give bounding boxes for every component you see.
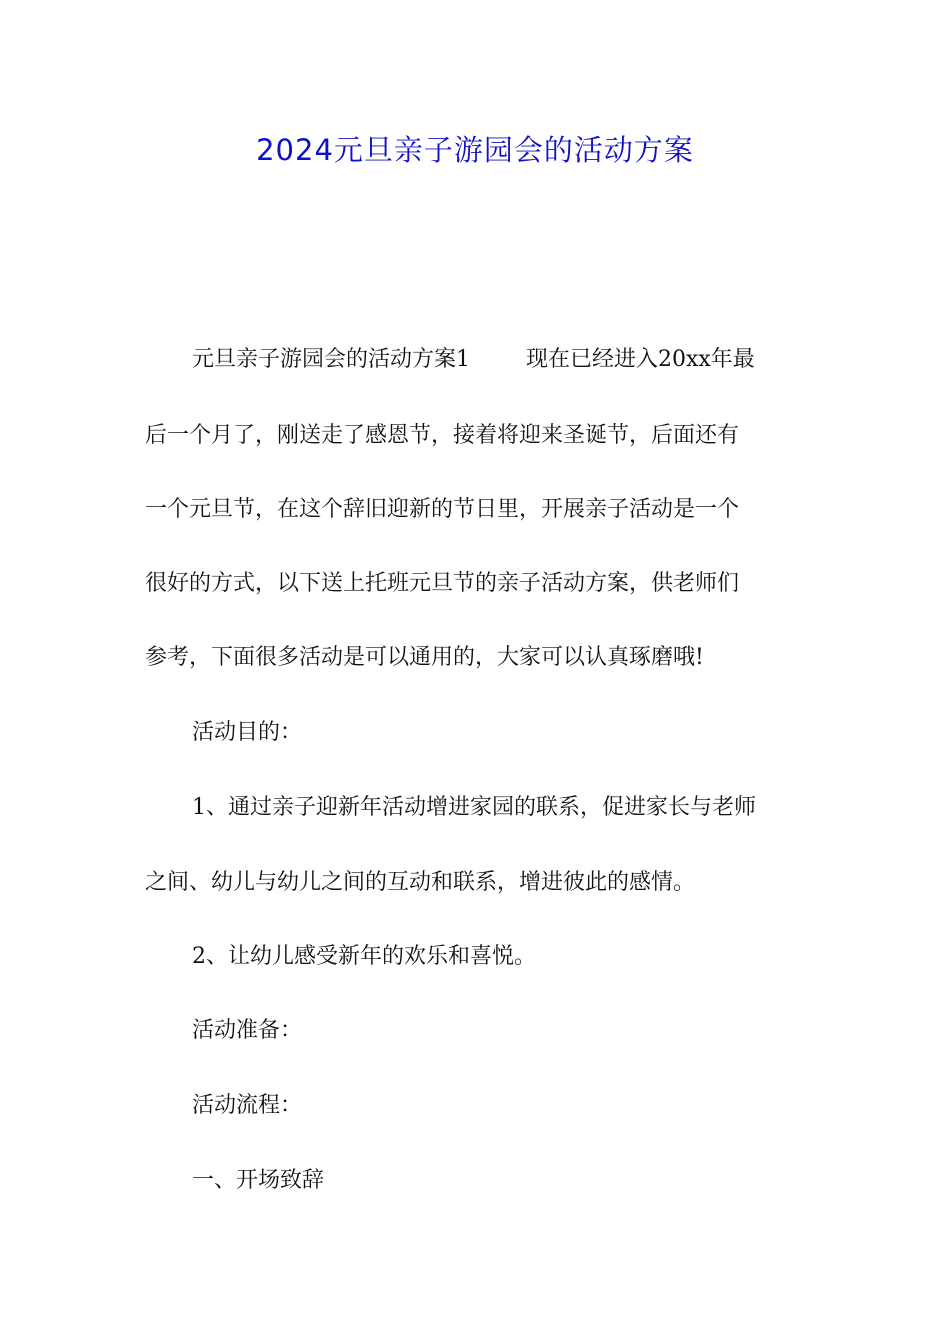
paragraph-line-1 [192,340,854,380]
goal-1-line-1: 1、通过亲子迎新年活动增进家园的联系，促进家长与老师 [192,795,756,820]
intro-text-start: 现在已经进入20xx年最 [526,347,755,372]
section-heading-process: 活动流程： [192,1093,303,1118]
paragraph-line-5: 参考，下面很多活动是可以通用的，大家可以认真琢磨哦! [145,645,704,670]
document-title: 2024元旦亲子游园会的活动方案 [256,133,694,167]
paragraph-line-3: 一个元旦节，在这个辞旧迎新的节日里，开展亲子活动是一个 [145,497,740,522]
section-heading-goals: 活动目的： [192,720,303,745]
section-heading-preparation: 活动准备： [192,1018,303,1043]
paragraph-line-2: 后一个月了，刚送走了感恩节，接着将迎来圣诞节，后面还有 [145,423,740,448]
paragraph-line-4: 很好的方式，以下送上托班元旦节的亲子活动方案，供老师们 [145,571,740,596]
plan-heading-inline: 元旦亲子游园会的活动方案1 [192,347,470,372]
goal-1-line-2: 之间、幼儿与幼儿之间的互动和联系，增进彼此的感情。 [145,870,696,895]
goal-2: 2、让幼儿感受新年的欢乐和喜悦。 [192,944,536,969]
process-step-1: 一、开场致辞 [192,1168,325,1193]
